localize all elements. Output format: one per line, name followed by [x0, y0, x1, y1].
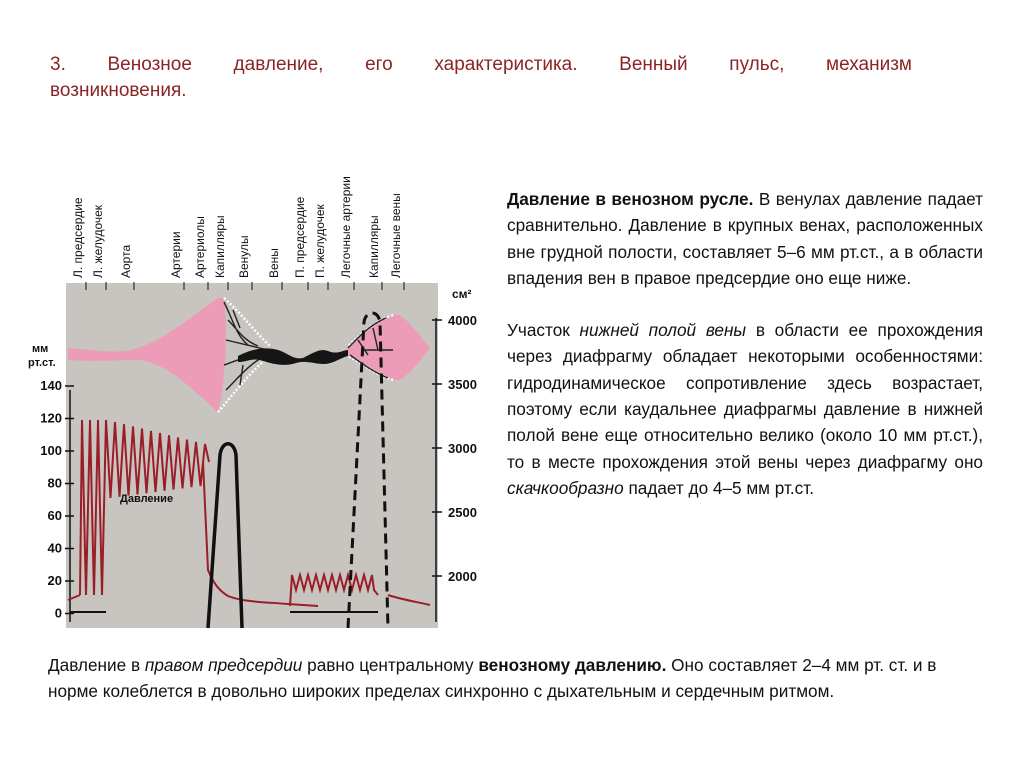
- bottom-text-a: Давление в: [48, 655, 145, 675]
- column-label-1: Л. желудочек: [91, 204, 105, 278]
- title-line-1: 3. Венозное давление, его характеристика. Венный пульс, механизм: [50, 54, 912, 75]
- ivc-text-c: падает до 4–5 мм рт.ст.: [623, 477, 815, 498]
- left-tick-label-6: 20: [47, 573, 62, 588]
- left-tick-label-4: 60: [47, 508, 62, 523]
- column-label-5: Капилляры: [213, 215, 227, 278]
- left-tick-label-5: 40: [47, 540, 62, 556]
- central-venous-pressure-term: венозному давлению.: [478, 655, 667, 675]
- right-tick-label-3: 2500: [448, 505, 477, 520]
- pressure-label: Давление: [120, 493, 174, 505]
- column-label-10: Легочные артерии: [339, 176, 353, 278]
- left-tick-label-2: 100: [40, 443, 62, 458]
- ivc-italic-term-2: скачкообразно: [507, 477, 624, 498]
- left-axis-unit-1: мм: [32, 343, 49, 355]
- column-label-3: Артерии: [169, 231, 183, 278]
- left-tick-label-1: 120: [40, 410, 62, 426]
- ivc-text-a: Участок: [507, 320, 580, 341]
- column-label-11: Капилляры: [367, 215, 381, 278]
- right-text-block: [507, 186, 983, 501]
- column-label-9: П. желудочек: [313, 204, 327, 278]
- column-label-6: Венулы: [237, 235, 251, 278]
- right-tick-label-0: 4000: [448, 313, 477, 328]
- ivc-italic-term: нижней полой вены: [579, 320, 747, 341]
- bottom-text-c: Оно составляет 2–4 мм рт. ст. и в норме колеблется в довольно широких пределах синхронно с дыхательным и сердечным ритмом.: [48, 655, 937, 701]
- right-tick-label-4: 2000: [448, 569, 477, 584]
- column-label-8: П. предсердие: [293, 196, 307, 278]
- column-label-4: Артериолы: [193, 216, 207, 278]
- column-label-0: Л. предсердие: [71, 197, 85, 278]
- right-tick-label-2: 3000: [448, 441, 477, 456]
- ivc-text-b: в области ее прохождения через диафрагму обладает некоторыми особенностями: гидродинамическое сопротивление здесь возрастает, поэтому если каудальнее диафрагмы давление в нижней полой вене еще относительно велико (около 10 мм рт.ст.), то в месте прохождения этой вены через диафрагму оно: [507, 320, 983, 472]
- bottom-text-block: [48, 652, 978, 704]
- venous-pressure-paragraph: [507, 186, 983, 291]
- column-labels: [71, 176, 404, 290]
- inferior-vena-cava-paragraph: [507, 317, 983, 501]
- column-label-2: Аорта: [119, 244, 133, 278]
- left-tick-label-0: 140: [40, 378, 62, 393]
- pressure-figure: [28, 150, 496, 632]
- column-label-7: Вены: [267, 248, 281, 278]
- title-line-2: возникновения.: [50, 80, 187, 101]
- left-tick-label-3: 80: [47, 475, 62, 491]
- right-tick-label-1: 3500: [448, 377, 477, 392]
- column-label-12: Легочные вены: [389, 193, 403, 278]
- venous-pressure-heading: Давление в венозном русле.: [507, 189, 754, 209]
- bottom-text-b: равно центральному: [302, 655, 479, 675]
- right-axis-ticks: [432, 313, 477, 584]
- left-tick-label-7: 0: [54, 605, 62, 621]
- right-atrium-term: правом предсердии: [144, 655, 303, 675]
- slide-title: [50, 52, 912, 104]
- venous-pressure-body: В венулах давление падает сравнительно. Давление в крупных венах, расположенных вне грудной полости, составляет 5–6 мм рт.ст., а в области впадения вен в правое предсердие оно еще ниже.: [507, 189, 983, 288]
- left-axis-unit-2: рт.ст.: [28, 357, 56, 369]
- right-axis-unit: см²: [452, 287, 472, 301]
